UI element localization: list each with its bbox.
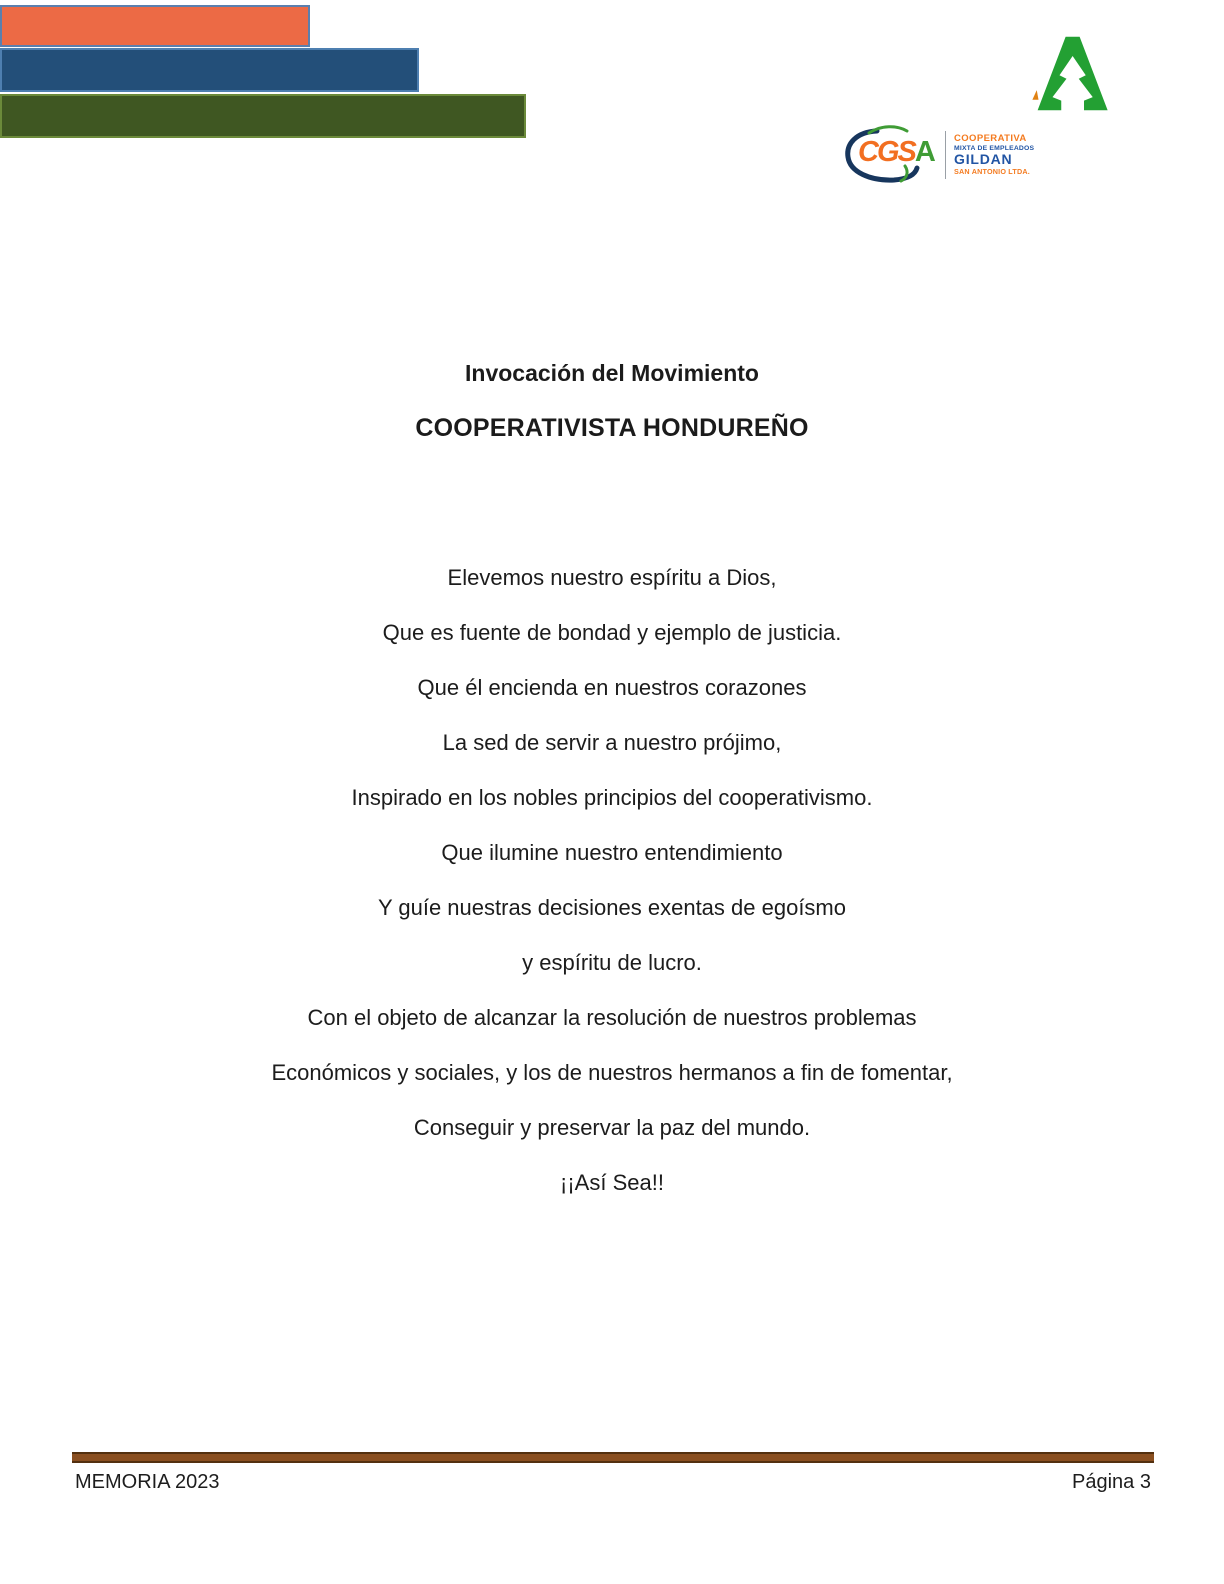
body-line: Que es fuente de bondad y ejemplo de justicia. — [382, 620, 842, 645]
decor-bar-orange — [0, 5, 310, 47]
cgsa-org-line2: MIXTA DE EMPLEADOS — [954, 144, 1035, 152]
body-line: y espíritu de lucro. — [522, 950, 702, 975]
cgsa-letters — [858, 136, 934, 169]
body-line: La sed de servir a nuestro prójimo, — [442, 730, 782, 755]
decor-bar-blue — [0, 48, 419, 92]
body-line: ¡¡Así Sea!! — [560, 1170, 664, 1195]
gildan-tree-a-icon — [1030, 35, 1110, 112]
title-line-2: COOPERATIVISTA HONDUREÑO — [415, 414, 809, 442]
footer-document-title: MEMORIA 2023 — [75, 1471, 220, 1493]
cgsa-org-line1: COOPERATIVA — [954, 133, 1027, 145]
body-line: Que él encienda en nuestros corazones — [417, 675, 807, 700]
footer-page-number: Página 3 — [1072, 1471, 1151, 1493]
title-line-1: Invocación del Movimiento — [465, 360, 759, 386]
cgsa-letters-orange: CGS — [858, 136, 915, 168]
page-title — [0, 360, 1224, 443]
body-line: Y guíe nuestras decisiones exentas de egoísmo — [377, 895, 846, 920]
body-line: Inspirado en los nobles principios del cooperativismo. — [351, 785, 873, 810]
footer-rule — [72, 1452, 1154, 1463]
body-line: Económicos y sociales, y los de nuestros hermanos a fin de fomentar, — [271, 1060, 953, 1085]
body-line: Conseguir y preservar la paz del mundo. — [413, 1115, 811, 1140]
cgsa-org-line3: GILDAN — [954, 151, 1013, 168]
cgsa-divider — [945, 131, 946, 179]
invocation-text — [72, 550, 1152, 1210]
body-line: Que ilumine nuestro entendimiento — [441, 840, 783, 865]
cgsa-logo — [843, 120, 1034, 190]
cgsa-swoosh-icon — [843, 123, 941, 187]
cgsa-org-line4: SAN ANTONIO LTDA. — [954, 166, 1030, 176]
cgsa-letter-a: A — [914, 136, 934, 168]
body-line: Con el objeto de alcanzar la resolución de nuestros problemas — [307, 1005, 917, 1030]
body-line: Elevemos nuestro espíritu a Dios, — [447, 565, 777, 590]
footer — [75, 1471, 1151, 1494]
decor-bar-green — [0, 94, 526, 138]
cgsa-org-name — [954, 134, 1034, 176]
